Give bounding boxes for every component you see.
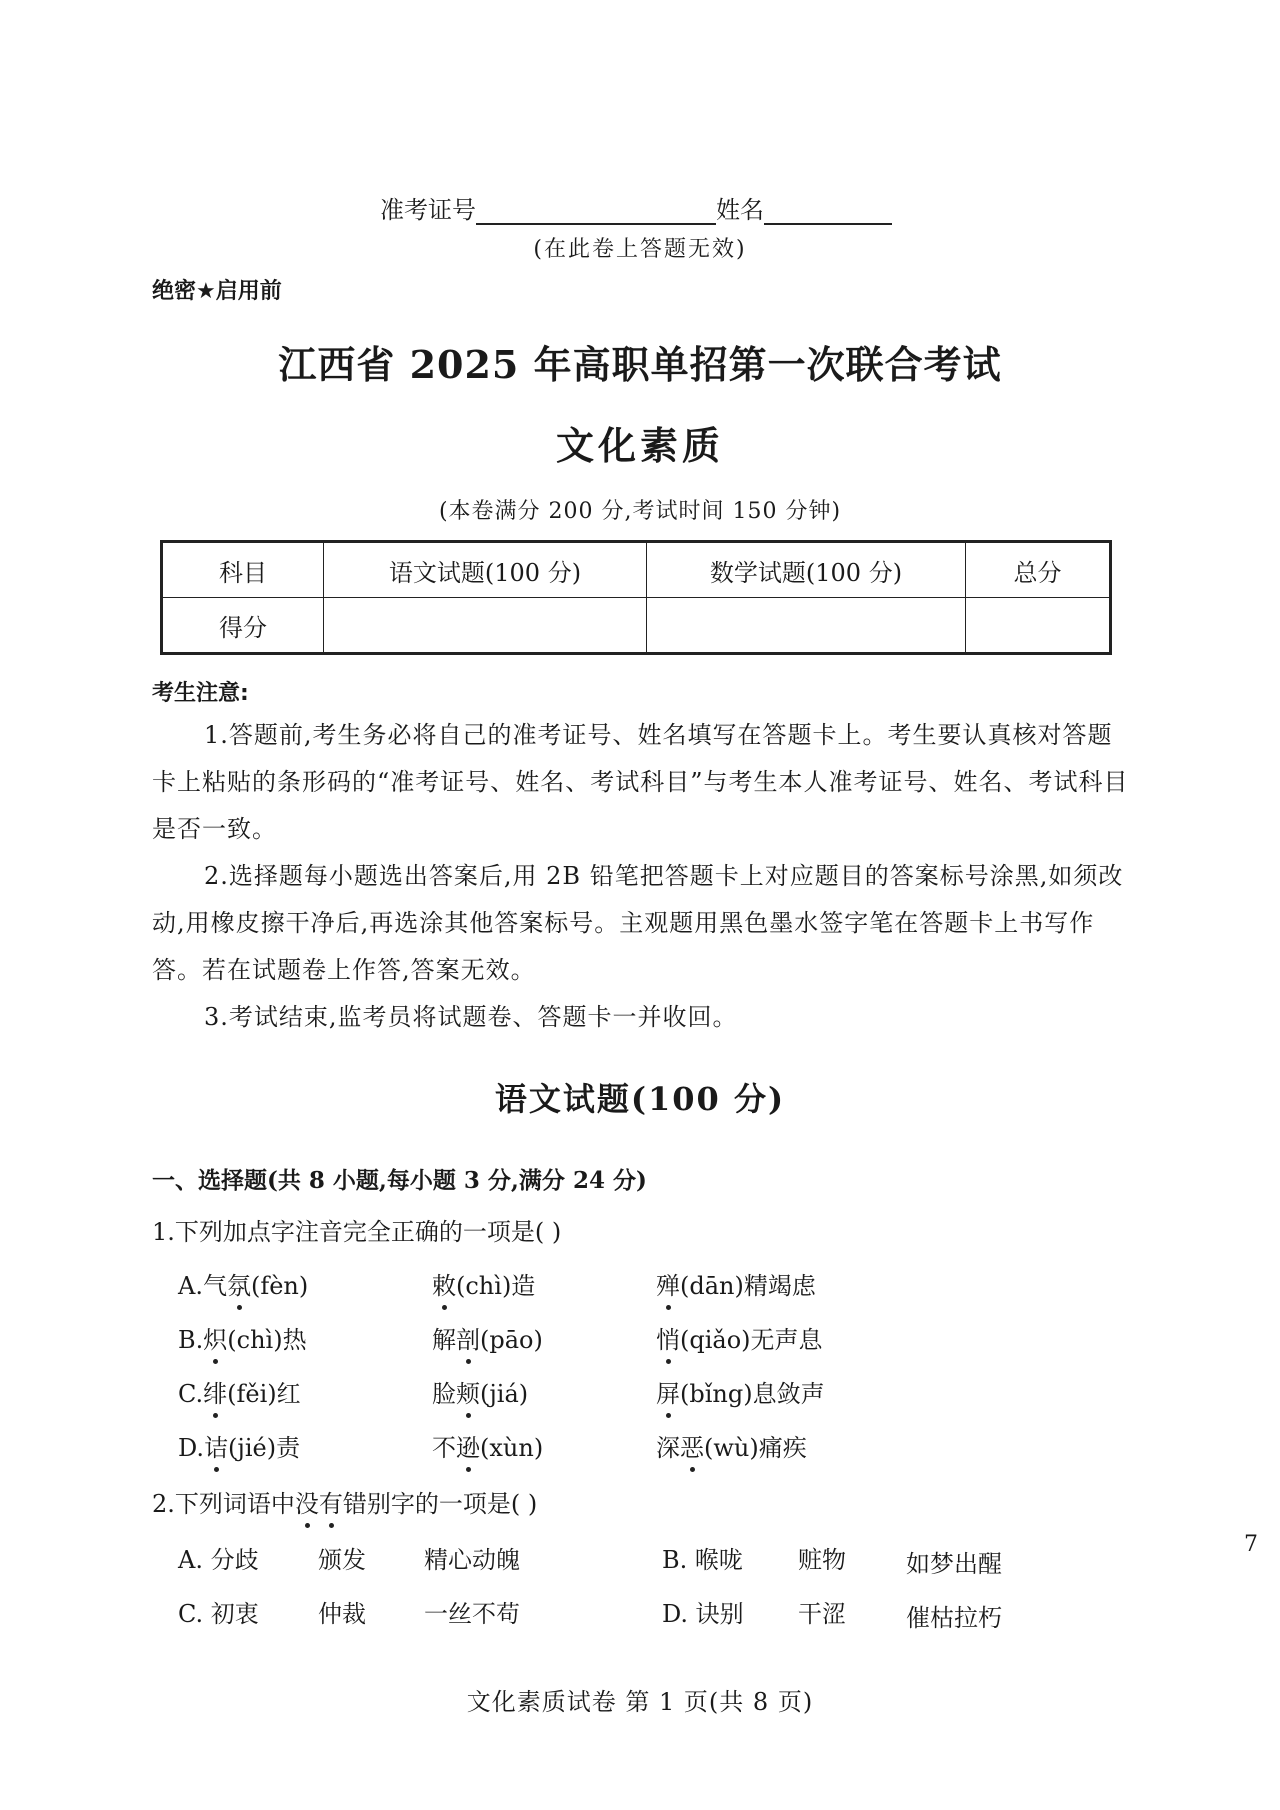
q2-row-ab: A. 分歧 颁发 精心动魄 B. 喉咙 赃物 如梦出醒 xyxy=(0,1540,1280,1576)
part-heading: 一、选择题(共 8 小题,每小题 3 分,满分 24 分) xyxy=(152,1167,647,1194)
notice-heading: 考生注意: xyxy=(152,681,249,706)
q1-option-b[interactable]: B.炽(chì)热 解剖(pāo) 悄(qiǎo)无声息 xyxy=(0,1320,1280,1356)
q1-option-d[interactable]: D.诘(jié)责 不逊(xùn) 深恶(wù)痛疾 xyxy=(0,1428,1280,1464)
q2-option-b[interactable]: B. 喉咙 xyxy=(662,1546,743,1574)
question-1-stem: 1.下列加点字注音完全正确的一项是( ) xyxy=(152,1218,562,1246)
name-blank[interactable] xyxy=(764,197,892,225)
cell-total: 总分 xyxy=(966,542,1111,598)
secret-label: 绝密★启用前 xyxy=(152,279,282,304)
page-footer: 文化素质试卷 第 1 页(共 8 页) xyxy=(466,1688,814,1716)
question-2-stem: 2.下列词语中没有错别字的一项是( ) xyxy=(152,1484,537,1519)
score-table-header-row xyxy=(162,542,1111,598)
exam-subtitle: (本卷满分 200 分,考试时间 150 分钟) xyxy=(438,499,842,524)
cell-total-score[interactable] xyxy=(966,598,1111,654)
score-table-score-row xyxy=(162,598,1111,654)
cell-subject: 科目 xyxy=(162,542,324,598)
notice-paragraph-3: 3.考试结束,监考员将试题卷、答题卡一并收回。 xyxy=(204,1003,738,1031)
q2-option-d[interactable]: D. 诀别 xyxy=(662,1600,744,1628)
cell-score-label: 得分 xyxy=(162,598,324,654)
q1-option-a[interactable]: A.气氛(fèn) 敕(chì)造 殚(dān)精竭虑 xyxy=(0,1266,1280,1302)
name-label: 姓名 xyxy=(716,196,764,224)
q2-row-cd: C. 初衷 仲裁 一丝不苟 D. 诀别 干涩 催枯拉朽 xyxy=(0,1594,1280,1630)
q2-option-c[interactable]: C. 初衷 xyxy=(178,1600,259,1628)
cell-math-score[interactable] xyxy=(647,598,966,654)
exam-id-row xyxy=(380,190,892,225)
cell-chinese: 语文试题(100 分) xyxy=(324,542,647,598)
main-title: 江西省 2025 年高职单招第一次联合考试 xyxy=(278,342,1002,387)
subject-title: 文化素质 xyxy=(555,423,724,468)
exam-id-label: 准考证号 xyxy=(380,196,476,224)
section-title: 语文试题(100 分) xyxy=(494,1080,786,1118)
score-table xyxy=(160,540,1112,655)
cell-math: 数学试题(100 分) xyxy=(647,542,966,598)
invalid-note: (在此卷上答题无效) xyxy=(533,237,747,262)
q2-option-a[interactable]: A. 分歧 xyxy=(178,1546,259,1574)
notice-paragraph-2: 2.选择题每小题选出答案后,用 2B 铅笔把答题卡上对应题目的答案标号涂黑,如须改动,用橡皮擦干净后,再选涂其他答案标号。主观题用黑色墨水签字笔在答题卡上书写作答。若在试题卷上作答,答案无效。 xyxy=(152,862,1124,984)
exam-id-blank[interactable] xyxy=(476,197,716,225)
cell-chinese-score[interactable] xyxy=(324,598,647,654)
q1-option-c[interactable]: C.绯(fěi)红 脸颊(jiá) 屏(bǐng)息敛声 xyxy=(0,1374,1280,1410)
notice-paragraph-1: 1.答题前,考生务必将自己的准考证号、姓名填写在答题卡上。考生要认真核对答题卡上粘贴的条形码的“准考证号、姓名、考试科目”与考生本人准考证号、姓名、考试科目是否一致。 xyxy=(152,721,1129,843)
margin-number: 7 xyxy=(1244,1532,1258,1557)
